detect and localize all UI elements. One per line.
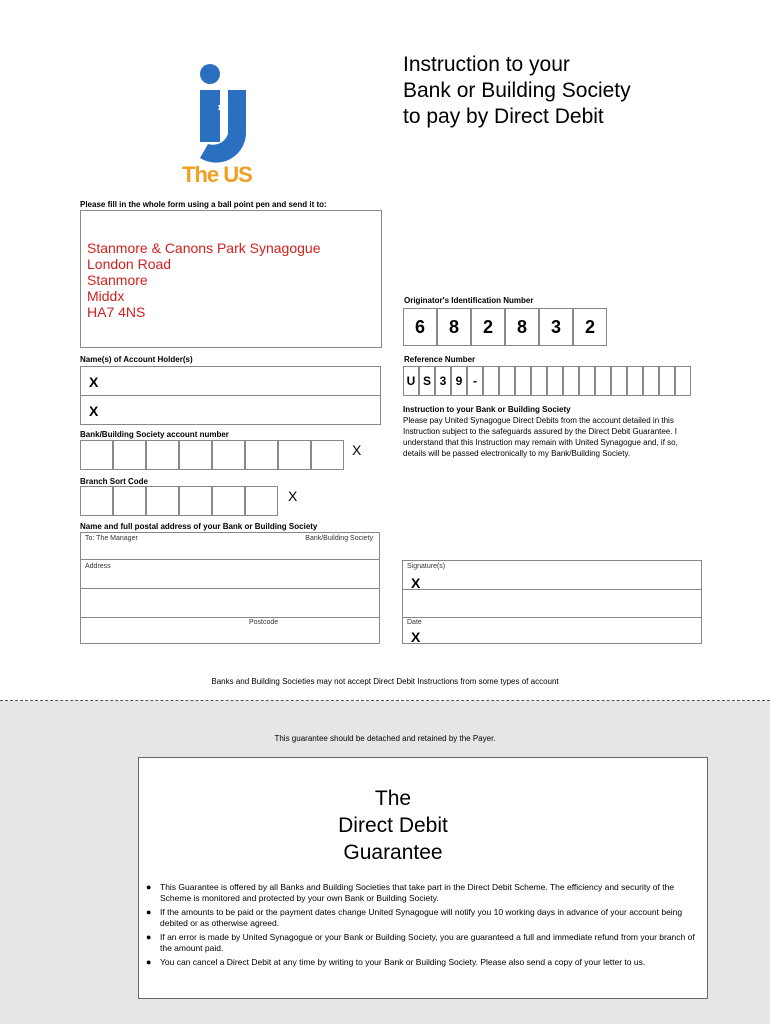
divider xyxy=(81,617,379,618)
guarantee-list xyxy=(146,882,706,971)
account-number-label: Bank/Building Society account number xyxy=(80,430,229,439)
date-label: Date xyxy=(407,619,422,626)
divider xyxy=(403,617,701,618)
guarantee-title-line: The xyxy=(374,787,412,810)
address-line: London Road xyxy=(87,256,172,272)
list-item xyxy=(146,907,706,929)
divider xyxy=(81,559,379,560)
x-mark: X xyxy=(411,629,421,645)
guarantee-item-text: If the amounts to be paid or the payment dates change United Synagogue will notify you 10 working days in advance of your account being debited or as otherwise agreed. xyxy=(160,907,683,928)
reference-char: U xyxy=(403,366,419,396)
bullet-icon: ● xyxy=(146,957,152,967)
signature-label: Signature(s) xyxy=(407,563,446,570)
reference-char xyxy=(675,366,691,396)
account-holder-field-1[interactable] xyxy=(80,366,381,396)
address-line: Middx xyxy=(87,288,125,304)
account-holders-label: Name(s) of Account Holder(s) xyxy=(80,355,193,364)
reference-char xyxy=(579,366,595,396)
reference-char: 9 xyxy=(451,366,467,396)
reference-char: 3 xyxy=(435,366,451,396)
account-holder-field-2[interactable] xyxy=(80,395,381,425)
guarantee-item-text: This Guarantee is offered by all Banks and Building Societies that take part in the Direct Debit Scheme. The efficiency and security of the Scheme is monitored and protected by your own Bank or Building Society. xyxy=(160,882,675,903)
signature-date-box[interactable] xyxy=(402,560,702,644)
address-line: Stanmore & Canons Park Synagogue xyxy=(87,240,321,256)
account-number-cell xyxy=(113,440,146,470)
postcode-label: Postcode xyxy=(249,619,279,626)
reference-char xyxy=(515,366,531,396)
sort-code-cell xyxy=(212,486,245,516)
guarantee-item-text: You can cancel a Direct Debit at any time by writing to your Bank or Building Society. Please also send a copy of your letter to us. xyxy=(160,957,646,967)
reference-char: - xyxy=(467,366,483,396)
bullet-icon: ● xyxy=(146,932,152,942)
sort-code-cell xyxy=(179,486,212,516)
guarantee-title-line: Guarantee xyxy=(343,841,443,864)
sort-code-cell xyxy=(80,486,113,516)
reference-char xyxy=(547,366,563,396)
originator-digit: 2 xyxy=(573,308,607,346)
originator-label: Originator's Identification Number xyxy=(404,296,534,305)
title-line: Bank or Building Society xyxy=(403,79,631,102)
list-item xyxy=(146,957,706,968)
account-number-cell xyxy=(146,440,179,470)
reference-cells[interactable] xyxy=(403,366,691,396)
send-to-address xyxy=(87,240,320,320)
list-item xyxy=(146,932,706,954)
reference-char xyxy=(483,366,499,396)
divider xyxy=(403,589,701,590)
fill-instructions: Please fill in the whole form using a ball point pen and send it to: xyxy=(80,200,327,209)
account-number-cell xyxy=(179,440,212,470)
sort-code-cell xyxy=(245,486,278,516)
originator-id-cells xyxy=(403,308,607,346)
bank-address-box[interactable] xyxy=(80,532,380,644)
account-number-cell xyxy=(245,440,278,470)
instruction-heading: Instruction to your Bank or Building Society xyxy=(403,405,571,414)
guarantee-title xyxy=(138,785,648,866)
reference-char xyxy=(627,366,643,396)
list-item xyxy=(146,882,706,904)
account-type-note: Banks and Building Societies may not accept Direct Debit Instructions from some types of account xyxy=(211,677,559,686)
sort-code-cells[interactable] xyxy=(80,486,278,516)
x-mark: X xyxy=(411,575,421,591)
x-mark: X xyxy=(352,442,362,458)
originator-digit: 8 xyxy=(437,308,471,346)
reference-char xyxy=(499,366,515,396)
bank-address-label: Name and full postal address of your Bank or Building Society xyxy=(80,522,318,531)
instruction-block xyxy=(403,404,693,459)
account-number-cell xyxy=(80,440,113,470)
account-number-cells[interactable] xyxy=(80,440,344,470)
reference-char: S xyxy=(419,366,435,396)
reference-label: Reference Number xyxy=(404,355,476,364)
originator-digit: 2 xyxy=(471,308,505,346)
instruction-body: Please pay United Synagogue Direct Debits from the account detailed in this Instruction subject to the safeguards assured by the Direct Debit Guarantee. I understand that this Instruction may remain with United Synagogue and, if so, details will be passed electronically to my Bank/Building Society. xyxy=(403,416,678,458)
logo-text: The US xyxy=(182,162,252,187)
account-number-cell xyxy=(311,440,344,470)
bullet-icon: ● xyxy=(146,907,152,917)
page-title xyxy=(403,52,743,130)
reference-char xyxy=(531,366,547,396)
address-line: Stanmore xyxy=(87,272,148,288)
x-mark: X xyxy=(89,403,99,419)
reference-char xyxy=(563,366,579,396)
title-line: to pay by Direct Debit xyxy=(403,105,604,128)
originator-digit: 6 xyxy=(403,308,437,346)
account-number-cell xyxy=(212,440,245,470)
originator-digit: 8 xyxy=(505,308,539,346)
reference-char xyxy=(611,366,627,396)
reference-char xyxy=(595,366,611,396)
account-number-cell xyxy=(278,440,311,470)
cut-line xyxy=(0,700,770,701)
divider xyxy=(81,588,379,589)
address-label: Address xyxy=(85,563,111,570)
bullet-icon: ● xyxy=(146,882,152,892)
x-mark: X xyxy=(89,374,99,390)
reference-char xyxy=(643,366,659,396)
x-mark: X xyxy=(288,488,298,504)
guarantee-item-text: If an error is made by United Synagogue or your Bank or Building Society, you are guaranteed a full and immediate refund from your branch of the amount paid. xyxy=(160,932,695,953)
sort-code-cell xyxy=(146,486,179,516)
detach-note: This guarantee should be detached and retained by the Payer. xyxy=(274,734,496,743)
to-manager-label: To: The Manager xyxy=(85,535,138,542)
guarantee-title-line: Direct Debit xyxy=(338,814,448,837)
bank-society-label: Bank/Building Society xyxy=(305,535,373,542)
address-line: HA7 4NS xyxy=(87,304,146,320)
reference-char xyxy=(659,366,675,396)
sort-code-label: Branch Sort Code xyxy=(80,477,149,486)
sort-code-cell xyxy=(113,486,146,516)
title-line: Instruction to your xyxy=(403,53,570,76)
originator-digit: 3 xyxy=(539,308,573,346)
